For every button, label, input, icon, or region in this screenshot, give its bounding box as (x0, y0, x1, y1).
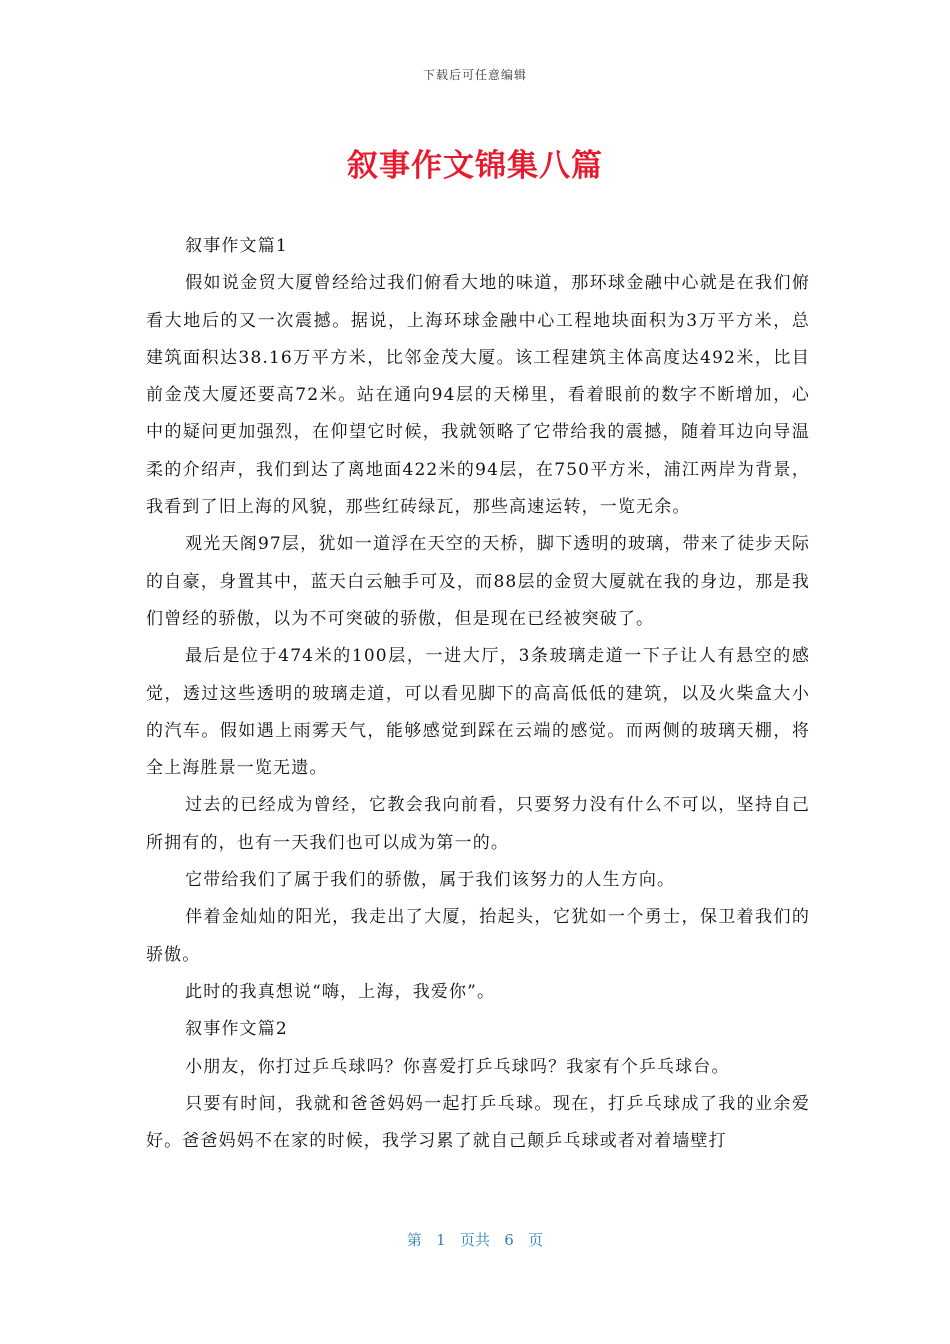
page-footer: 第 1 页共 6 页 (406, 1231, 544, 1249)
paragraph: 观光天阁97层，犹如一道浮在天空的天桥，脚下透明的玻璃，带来了徒步天际的自豪，身置其中，蓝天白云触手可及，而88层的金贸大厦就在我的身边，那是我们曾经的骄傲，以为不可突破的骄傲，但是现在已经被突破了。 (146, 534, 810, 629)
paragraph: 此时的我真想说“嗨，上海，我爱你”。 (185, 981, 496, 1002)
paragraph: 最后是位于474米的100层，一进大厅，3条玻璃走道一下子让人有悬空的感觉，透过这些透明的玻璃走道，可以看见脚下的高高低低的建筑，以及火柴盒大小的汽车。假如遇上雨雾天气，能够感觉到踩在云端的感觉。而两侧的玻璃天棚，将全上海胜景一览无遗。 (146, 646, 810, 779)
document-body (146, 228, 810, 1160)
paragraph: 假如说金贸大厦曾经给过我们俯看大地的味道，那环球金融中心就是在我们俯看大地后的又一次震撼。据说，上海环球金融中心工程地块面积为3万平方米，总建筑面积达38.16万平方米，比邻金茂大厦。该工程建筑主体高度达492米，比目前金茂大厦还要高72米。站在通向94层的天梯里，看着眼前的数字不断增加，心中的疑问更加强烈，在仰望它时候，我就领略了它带给我的震撼，随着耳边向导温柔的介绍声，我们到达了离地面422米的94层，在750平方米，浦江两岸为背景，我看到了旧上海的风貌，那些红砖绿瓦，那些高速运转，一览无余。 (146, 273, 810, 518)
section-heading: 叙事作文篇2 (185, 1019, 288, 1040)
document-title: 叙事作文锦集八篇 (347, 148, 603, 184)
paragraph: 伴着金灿灿的阳光，我走出了大厦，抬起头，它犹如一个勇士，保卫着我们的骄傲。 (146, 907, 810, 965)
paragraph: 小朋友，你打过乒乓球吗？你喜爱打乒乓球吗？我家有个乒乓球台。 (185, 1056, 730, 1077)
paragraph: 只要有时间，我就和爸爸妈妈一起打乒乓球。现在，打乒乓球成了我的业余爱好。爸爸妈妈不在家的时候，我学习累了就自己颠乒乓球或者对着墙壁打 (146, 1093, 810, 1152)
paragraph: 过去的已经成为曾经，它教会我向前看，只要努力没有什么不可以，坚持自己所拥有的，也有一天我们也可以成为第一的。 (146, 795, 810, 853)
header-note: 下载后可任意编辑 (422, 68, 527, 82)
paragraph: 它带给我们了属于我们的骄傲，属于我们该努力的人生方向。 (185, 870, 676, 891)
section-heading: 叙事作文篇1 (185, 236, 288, 256)
